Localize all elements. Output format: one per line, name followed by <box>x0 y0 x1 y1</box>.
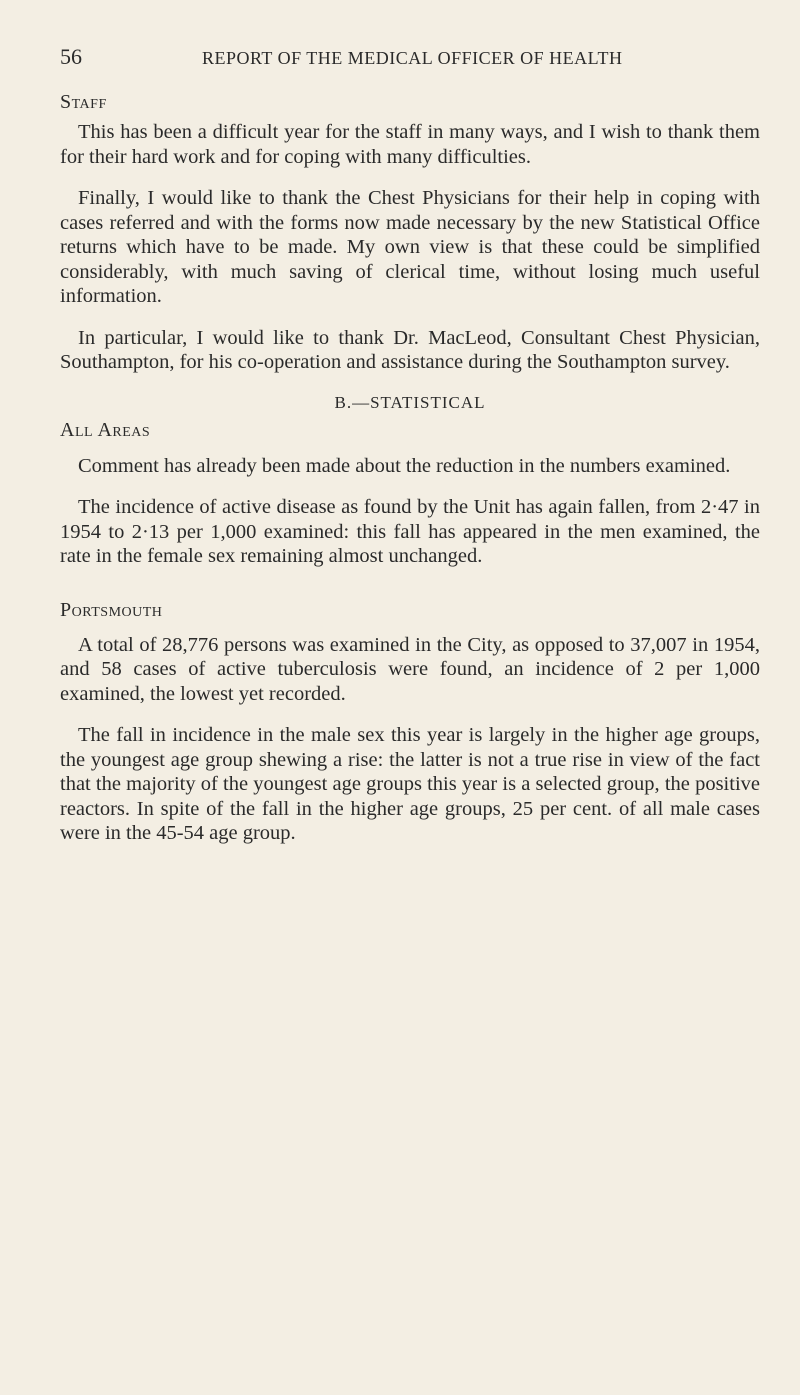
statistical-heading: B.—STATISTICAL <box>334 392 486 412</box>
staff-paragraph-2: Finally, I would like to thank the Chest Physicians for their help in coping with cases referred and with the forms now made necessary by the new Statistical Office returns which have to be made. My own view is that these could be simplified considerably, with much saving of clerical time, without losing much useful information. <box>60 187 760 307</box>
all-areas-paragraph-1: Comment has already been made about the reduction in the numbers examined. <box>78 454 731 477</box>
all-areas-paragraph-2: The incidence of active disease as found by the Unit has again fallen, from 2·47 in 1954 to 2·13 per 1,000 examined: this fall has appeared in the men examined, the rate in the female sex remaining almost unchanged. <box>60 496 760 567</box>
running-title: REPORT OF THE MEDICAL OFFICER OF HEALTH <box>202 48 623 68</box>
page-number: 56 <box>60 44 82 69</box>
running-head <box>60 44 750 74</box>
section-heading-portsmouth: Portsmouth <box>60 598 163 621</box>
staff-paragraph-1: This has been a difficult year for the staff in many ways, and I wish to thank them for their hard work and for coping with many difficulties. <box>60 121 760 168</box>
content <box>60 90 760 863</box>
section-heading-all-areas: All Areas <box>60 418 151 441</box>
portsmouth-paragraph-2: The fall in incidence in the male sex this year is largely in the higher age groups, the youngest age group shewing a rise: the latter is not a true rise in view of the fact that the majority of the youngest age groups this year is a selected group, the positive reactors. In spite of the fall in the higher age groups, 25 per cent. of all male cases were in the 45-54 age group. <box>60 724 760 844</box>
staff-paragraph-3: In particular, I would like to thank Dr. MacLeod, Consultant Chest Physician, Southampton, for his co-operation and assistance during the Southampton survey. <box>60 326 760 373</box>
portsmouth-paragraph-1: A total of 28,776 persons was examined in the City, as opposed to 37,007 in 1954, and 58 cases of active tuberculosis were found, an incidence of 2 per 1,000 examined, the lowest yet recorded. <box>60 633 760 705</box>
section-heading-staff: Staff <box>60 91 107 113</box>
